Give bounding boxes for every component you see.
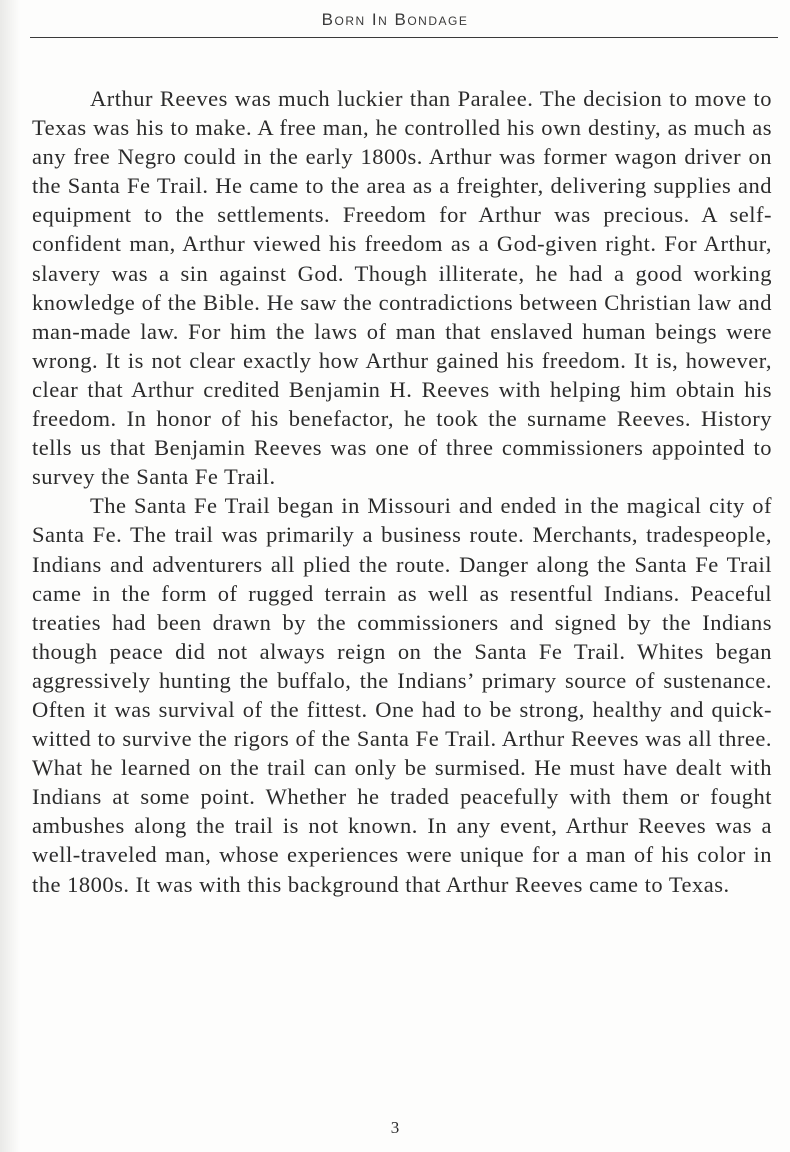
- header-rule: [30, 37, 778, 38]
- paragraph: Arthur Reeves was much luckier than Paralee. The decision to move to Texas was his to make. A free man, he controlled his own destiny, as much as any free Negro could in the early 1800s. Arthur was former wagon driver on the Santa Fe Trail. He came to the area as a freighter, delivering supplies and equipment to the settlements. Freedom for Arthur was precious. A self-confident man, Arthur viewed his freedom as a God-given right. For Arthur, slavery was a sin against God. Though illiterate, he had a good working knowledge of the Bible. He saw the contradictions between Christian law and man-made law. For him the laws of man that enslaved human beings were wrong. It is not clear exactly how Arthur gained his freedom. It is, however, clear that Arthur credited Benjamin H. Reeves with helping him obtain his freedom. In honor of his benefactor, he took the surname Reeves. History tells us that Benjamin Reeves was one of three commissioners appointed to survey the Santa Fe Trail.: [32, 86, 772, 490]
- page-number: 3: [390, 1118, 400, 1137]
- body-text: [32, 84, 772, 899]
- running-head: Born In Bondage: [321, 10, 469, 29]
- page-edge-shadow: [0, 0, 20, 1152]
- paragraph: The Santa Fe Trail began in Missouri and ended in the magical city of Santa Fe. The trail was primarily a business route. Merchants, tradespeople, Indians and adventurers all plied the route. Danger along the Santa Fe Trail came in the form of rugged terrain as well as resentful Indians. Peaceful treaties had been drawn by the commissioners and signed by the Indians though peace did not always reign on the Santa Fe Trail. Whites began aggressively hunting the buffalo, the Indians’ primary source of sustenance. Often it was survival of the fittest. One had to be strong, healthy and quick-witted to survive the rigors of the Santa Fe Trail. Arthur Reeves was all three. What he learned on the trail can only be surmised. He must have dealt with Indians at some point. Whether he traded peacefully with them or fought ambushes along the trail is not known. In any event, Arthur Reeves was a well-traveled man, whose experiences were unique for a man of his color in the 1800s. It was with this background that Arthur Reeves came to Texas.: [32, 493, 772, 897]
